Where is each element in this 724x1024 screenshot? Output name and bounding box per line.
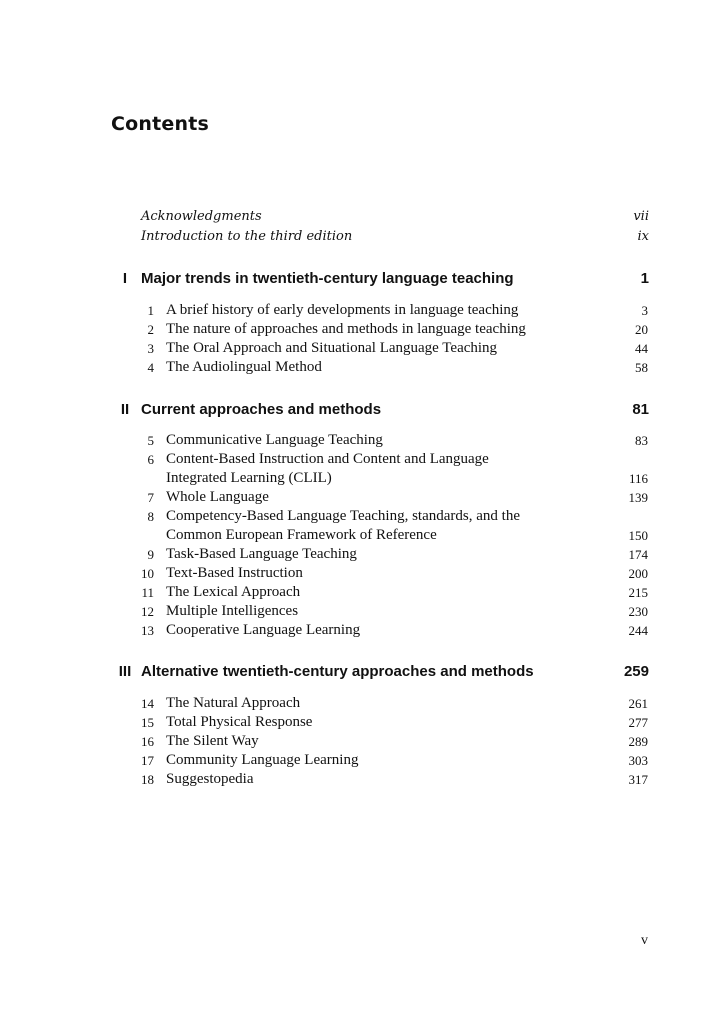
chapter-title: Common European Framework of Reference bbox=[166, 527, 437, 543]
chapter-title: Text-Based Instruction bbox=[166, 565, 303, 581]
entry-title: Acknowledgments bbox=[141, 209, 262, 224]
chapter-number: 5 bbox=[147, 433, 154, 448]
chapter-number: 4 bbox=[147, 360, 154, 375]
chapter-title: Cooperative Language Learning bbox=[166, 622, 361, 638]
chapter-number: 17 bbox=[141, 753, 154, 768]
chapter-title: A brief history of early developments in language teaching bbox=[166, 302, 519, 318]
chapter-page: 200 bbox=[628, 566, 648, 581]
chapter-number: 14 bbox=[141, 696, 154, 711]
chapter-entry bbox=[136, 713, 648, 732]
chapter-number: 10 bbox=[141, 566, 154, 581]
chapter-title: Task-Based Language Teaching bbox=[166, 546, 357, 562]
chapter-number: 13 bbox=[141, 623, 154, 638]
chapter-entry bbox=[136, 431, 648, 450]
chapter-title: The Silent Way bbox=[166, 733, 259, 749]
chapter-entry bbox=[136, 507, 648, 526]
chapter-entry bbox=[136, 751, 648, 770]
chapter-number: 12 bbox=[141, 604, 154, 619]
chapter-page: 139 bbox=[628, 490, 648, 505]
page-title: Contents bbox=[111, 113, 210, 135]
chapter-entry bbox=[136, 732, 648, 751]
part-heading bbox=[112, 663, 649, 682]
chapter-page: 3 bbox=[641, 303, 648, 318]
entry-page: vii bbox=[633, 209, 649, 224]
chapter-number: 16 bbox=[141, 734, 154, 749]
chapter-page: 303 bbox=[628, 753, 648, 768]
chapter-page: 116 bbox=[628, 471, 648, 486]
chapter-entry bbox=[136, 301, 648, 320]
chapter-page: 261 bbox=[628, 696, 648, 711]
entry-title: Introduction to the third edition bbox=[141, 229, 353, 244]
chapter-entry bbox=[136, 564, 648, 583]
chapter-number: 6 bbox=[147, 452, 154, 467]
part-heading bbox=[112, 401, 649, 420]
chapter-page: 150 bbox=[628, 528, 648, 543]
part-number: III bbox=[118, 663, 132, 680]
chapter-page: 215 bbox=[628, 585, 648, 600]
chapter-number: 1 bbox=[147, 303, 154, 318]
part-number: I bbox=[122, 270, 128, 287]
entry-page: ix bbox=[637, 229, 649, 244]
chapter-entry bbox=[136, 450, 648, 469]
part-heading bbox=[112, 270, 649, 289]
chapter-title: The Lexical Approach bbox=[166, 584, 301, 600]
chapter-page: 83 bbox=[635, 433, 648, 448]
chapter-page: 44 bbox=[635, 341, 648, 356]
chapter-entry bbox=[136, 770, 648, 789]
chapter-entry bbox=[136, 526, 648, 545]
chapter-page: 277 bbox=[628, 715, 648, 730]
chapter-entry bbox=[136, 621, 648, 640]
page-number: v bbox=[641, 933, 648, 948]
chapter-number: 11 bbox=[141, 585, 154, 600]
chapter-entry bbox=[136, 694, 648, 713]
part-page: 259 bbox=[623, 663, 649, 680]
part-title: Current approaches and methods bbox=[141, 401, 382, 418]
chapter-title: Total Physical Response bbox=[166, 714, 313, 730]
chapter-number: 18 bbox=[141, 772, 154, 787]
chapter-number: 9 bbox=[147, 547, 154, 562]
chapter-entry bbox=[136, 583, 648, 602]
part-title: Major trends in twentieth-century language teaching bbox=[141, 270, 514, 287]
part-title: Alternative twentieth-century approaches and methods bbox=[141, 663, 534, 680]
chapter-number: 2 bbox=[147, 322, 154, 337]
part-page: 81 bbox=[632, 401, 649, 418]
chapter-page: 230 bbox=[628, 604, 648, 619]
part-number: II bbox=[120, 401, 130, 418]
chapter-number: 8 bbox=[147, 509, 154, 524]
chapter-title: Multiple Intelligences bbox=[166, 603, 299, 619]
chapter-title: Competency-Based Language Teaching, standards, and the bbox=[166, 508, 520, 524]
chapter-entry bbox=[136, 339, 648, 358]
front-matter-entry bbox=[141, 229, 649, 248]
chapter-title: Content-Based Instruction and Content and Language bbox=[166, 451, 489, 467]
chapter-title: Suggestopedia bbox=[166, 771, 254, 787]
chapter-number: 7 bbox=[147, 490, 154, 505]
chapter-title: The nature of approaches and methods in language teaching bbox=[166, 321, 526, 337]
chapter-title: The Audiolingual Method bbox=[166, 359, 322, 375]
chapter-page: 58 bbox=[635, 360, 648, 375]
chapter-title: Whole Language bbox=[166, 489, 269, 505]
chapter-title: Community Language Learning bbox=[166, 752, 359, 768]
chapter-number: 3 bbox=[147, 341, 154, 356]
chapter-page: 174 bbox=[628, 547, 648, 562]
chapter-page: 317 bbox=[628, 772, 648, 787]
chapter-entry bbox=[136, 602, 648, 621]
chapter-entry bbox=[136, 545, 648, 564]
front-matter-entry bbox=[141, 209, 649, 228]
chapter-title: Communicative Language Teaching bbox=[166, 432, 383, 448]
chapter-number: 15 bbox=[141, 715, 154, 730]
chapter-entry bbox=[136, 469, 648, 488]
chapter-entry bbox=[136, 320, 648, 339]
chapter-entry bbox=[136, 488, 648, 507]
chapter-page: 289 bbox=[628, 734, 648, 749]
chapter-title: Integrated Learning (CLIL) bbox=[166, 470, 332, 486]
chapter-title: The Oral Approach and Situational Language Teaching bbox=[166, 340, 498, 356]
chapter-title: The Natural Approach bbox=[166, 695, 301, 711]
chapter-page: 20 bbox=[635, 322, 648, 337]
part-page: 1 bbox=[640, 270, 649, 287]
chapter-entry bbox=[136, 358, 648, 377]
chapter-page: 244 bbox=[628, 623, 648, 638]
